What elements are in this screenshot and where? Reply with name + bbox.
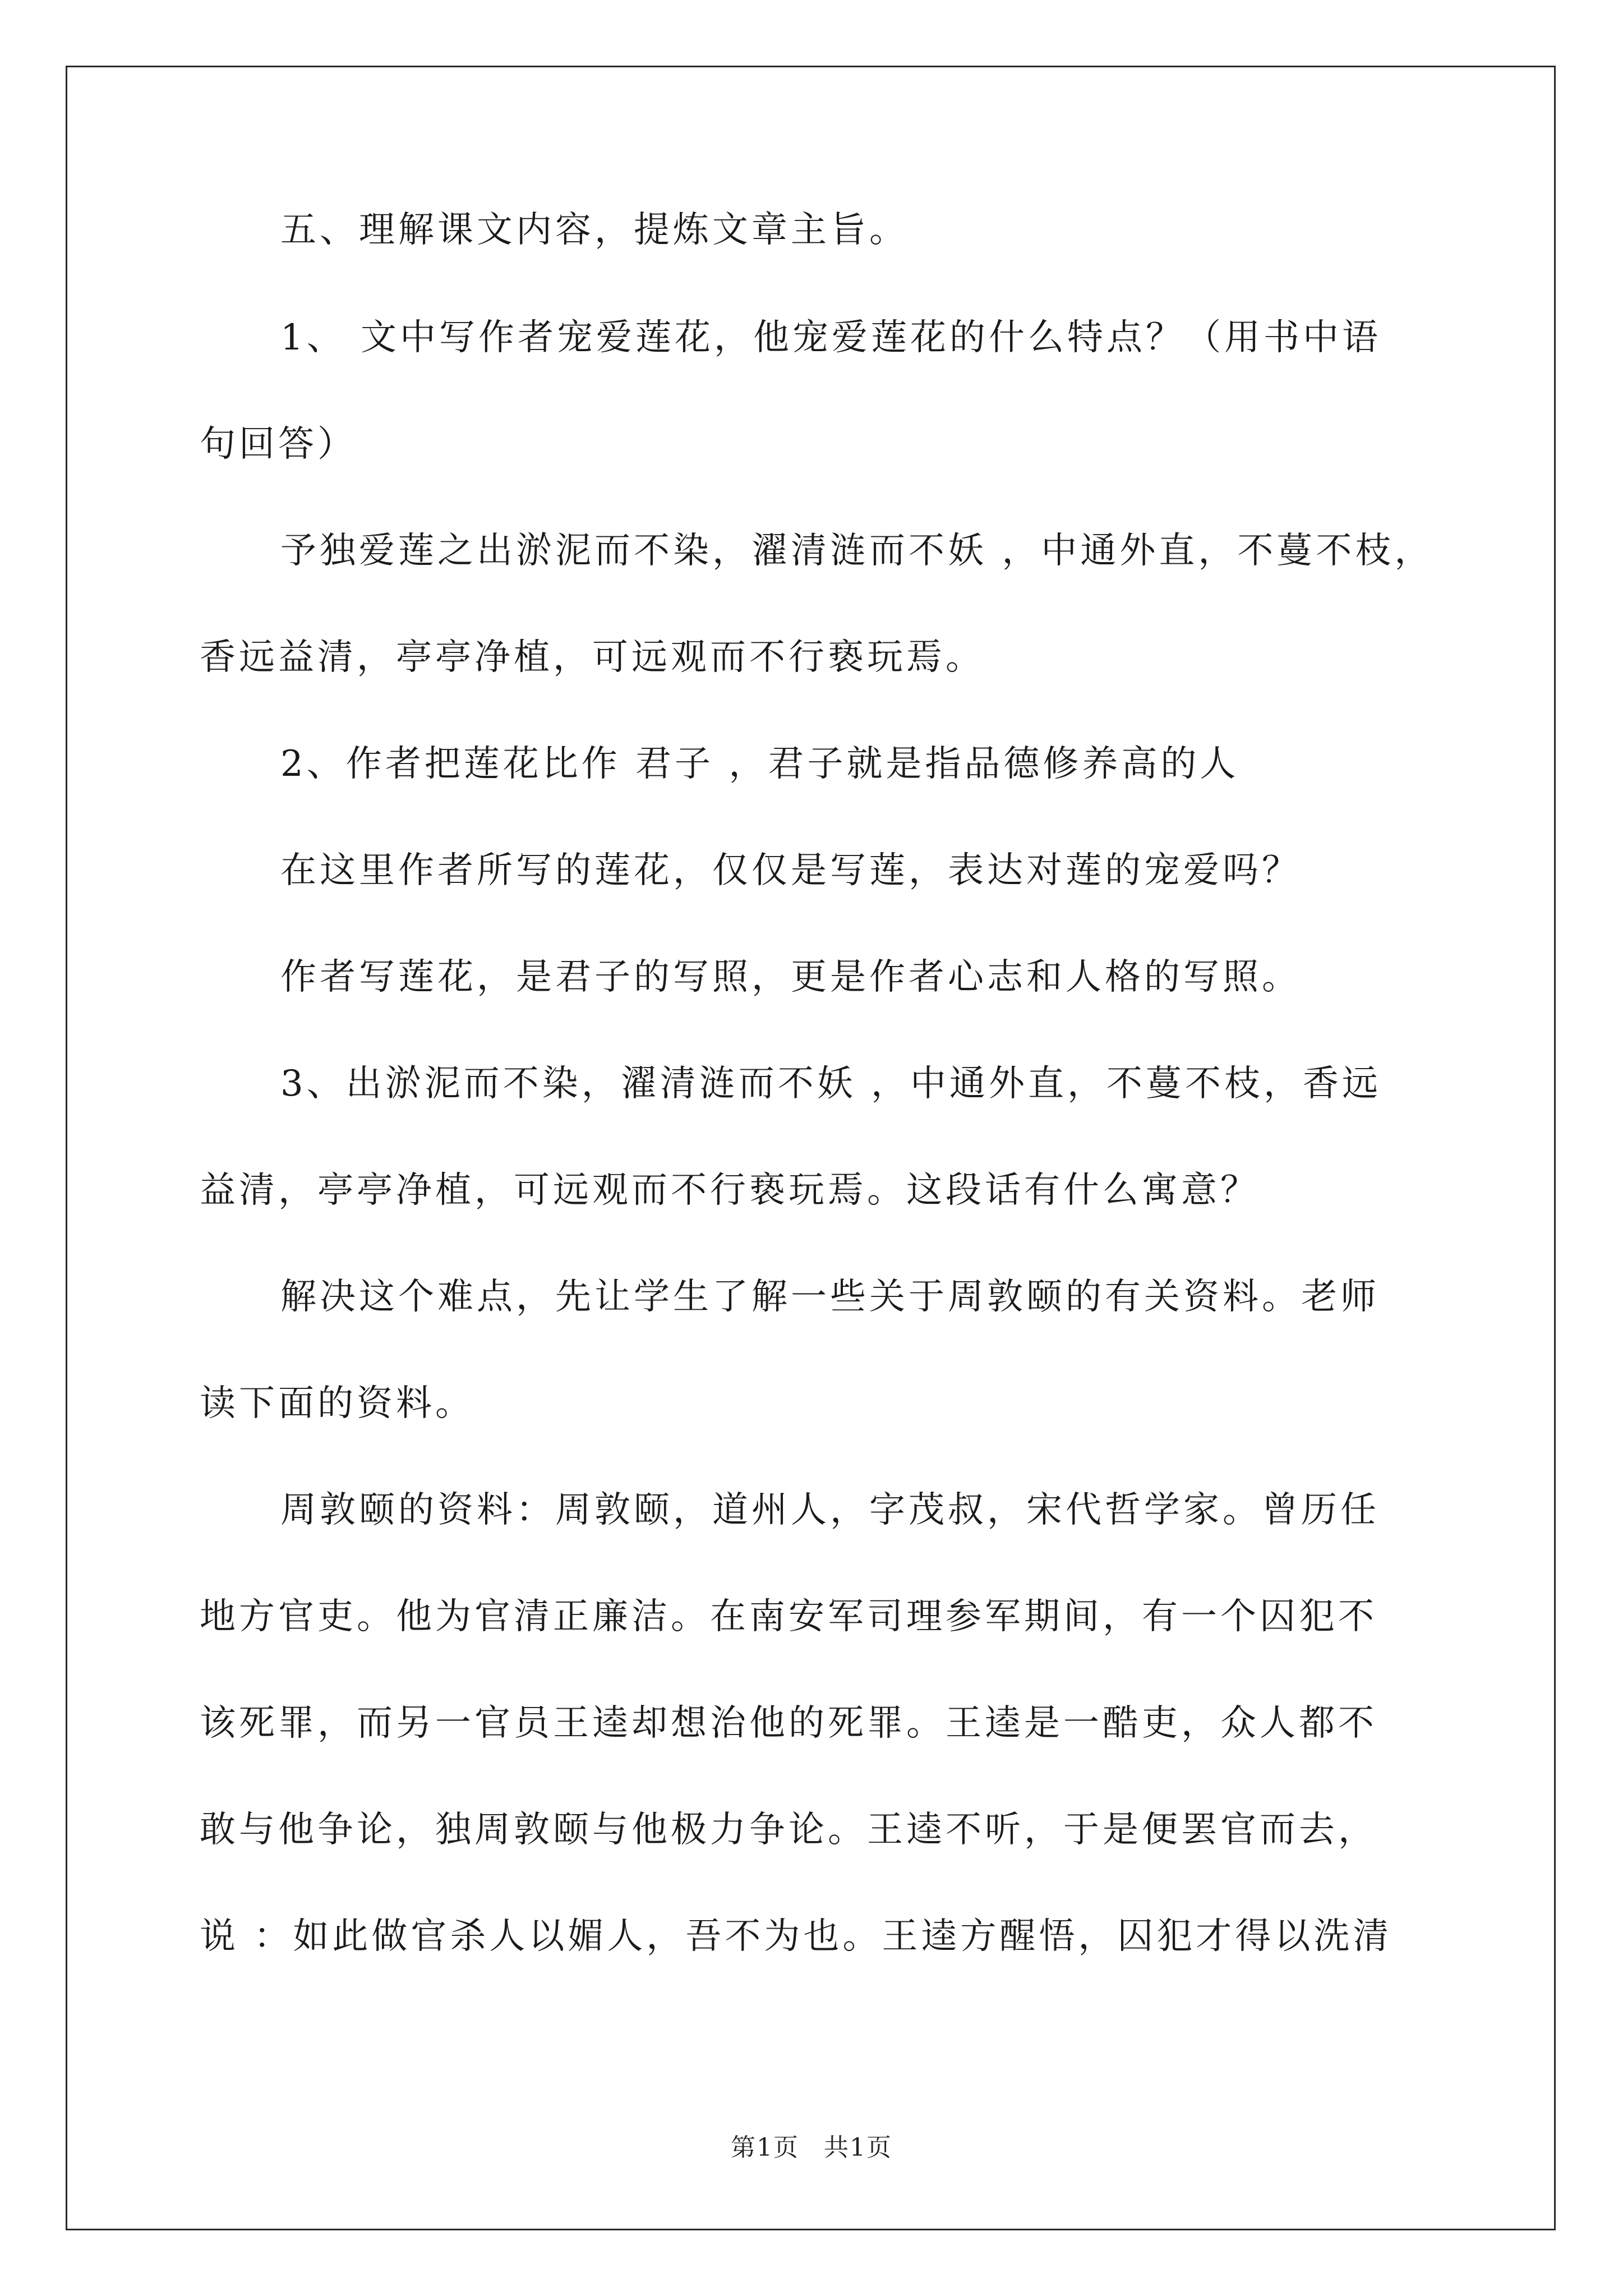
text-line: 敢与他争论，独周敦颐与他极力争论。王逵不听，于是便罢官而去， [200, 1809, 1377, 1851]
text-line: 周敦颐的资料：周敦颐，道州人，字茂叔，宋代哲学家。曾历任 [280, 1489, 1380, 1531]
text-line: 3、出淤泥而不染，濯清涟而不妖 ，中通外直，不蔓不枝，香远 [280, 1063, 1382, 1105]
text-line: 读下面的资料。 [200, 1383, 474, 1424]
text-line: 予独爱莲之出淤泥而不染，濯清涟而不妖 ，中通外直，不蔓不枝， [280, 530, 1434, 572]
page-total: 共1页 [824, 2133, 892, 2162]
text-line: 作者写莲花，是君子的写照，更是作者心志和人格的写照。 [280, 956, 1301, 998]
text-line: 2、作者把莲花比作 君子 ，君子就是指品德修养高的人 [280, 743, 1239, 785]
text-line: 1、 文中写作者宠爱莲花，他宠爱莲花的什么特点？（用书中语 [280, 317, 1382, 358]
page-number: 第1页 [731, 2133, 799, 2162]
text-line: 在这里作者所写的莲花，仅仅是写莲，表达对莲的宠爱吗？ [280, 850, 1301, 891]
text-line: 该死罪，而另一官员王逵却想治他的死罪。王逵是一酷吏，众人都不 [200, 1703, 1377, 1744]
text-line: 地方官吏。他为官清正廉洁。在南安军司理参军期间，有一个囚犯不 [200, 1596, 1377, 1637]
text-line: 五、理解课文内容，提炼文章主旨。 [280, 209, 909, 251]
text-line: 益清，亭亭净植，可远观而不行亵玩焉。这段话有什么寓意？ [200, 1170, 1260, 1211]
text-line: 说 ：如此做官杀人以媚人，吾不为也。王逵方醒悟，囚犯才得以洗清 [200, 1916, 1393, 1957]
page-footer [0, 2127, 1623, 2163]
text-line: 句回答） [200, 424, 357, 465]
page-border [66, 66, 1556, 2230]
text-line: 解决这个难点，先让学生了解一些关于周敦颐的有关资料。老师 [280, 1276, 1380, 1318]
text-line: 香远益清，亭亭净植，可远观而不行亵玩焉。 [200, 637, 985, 678]
